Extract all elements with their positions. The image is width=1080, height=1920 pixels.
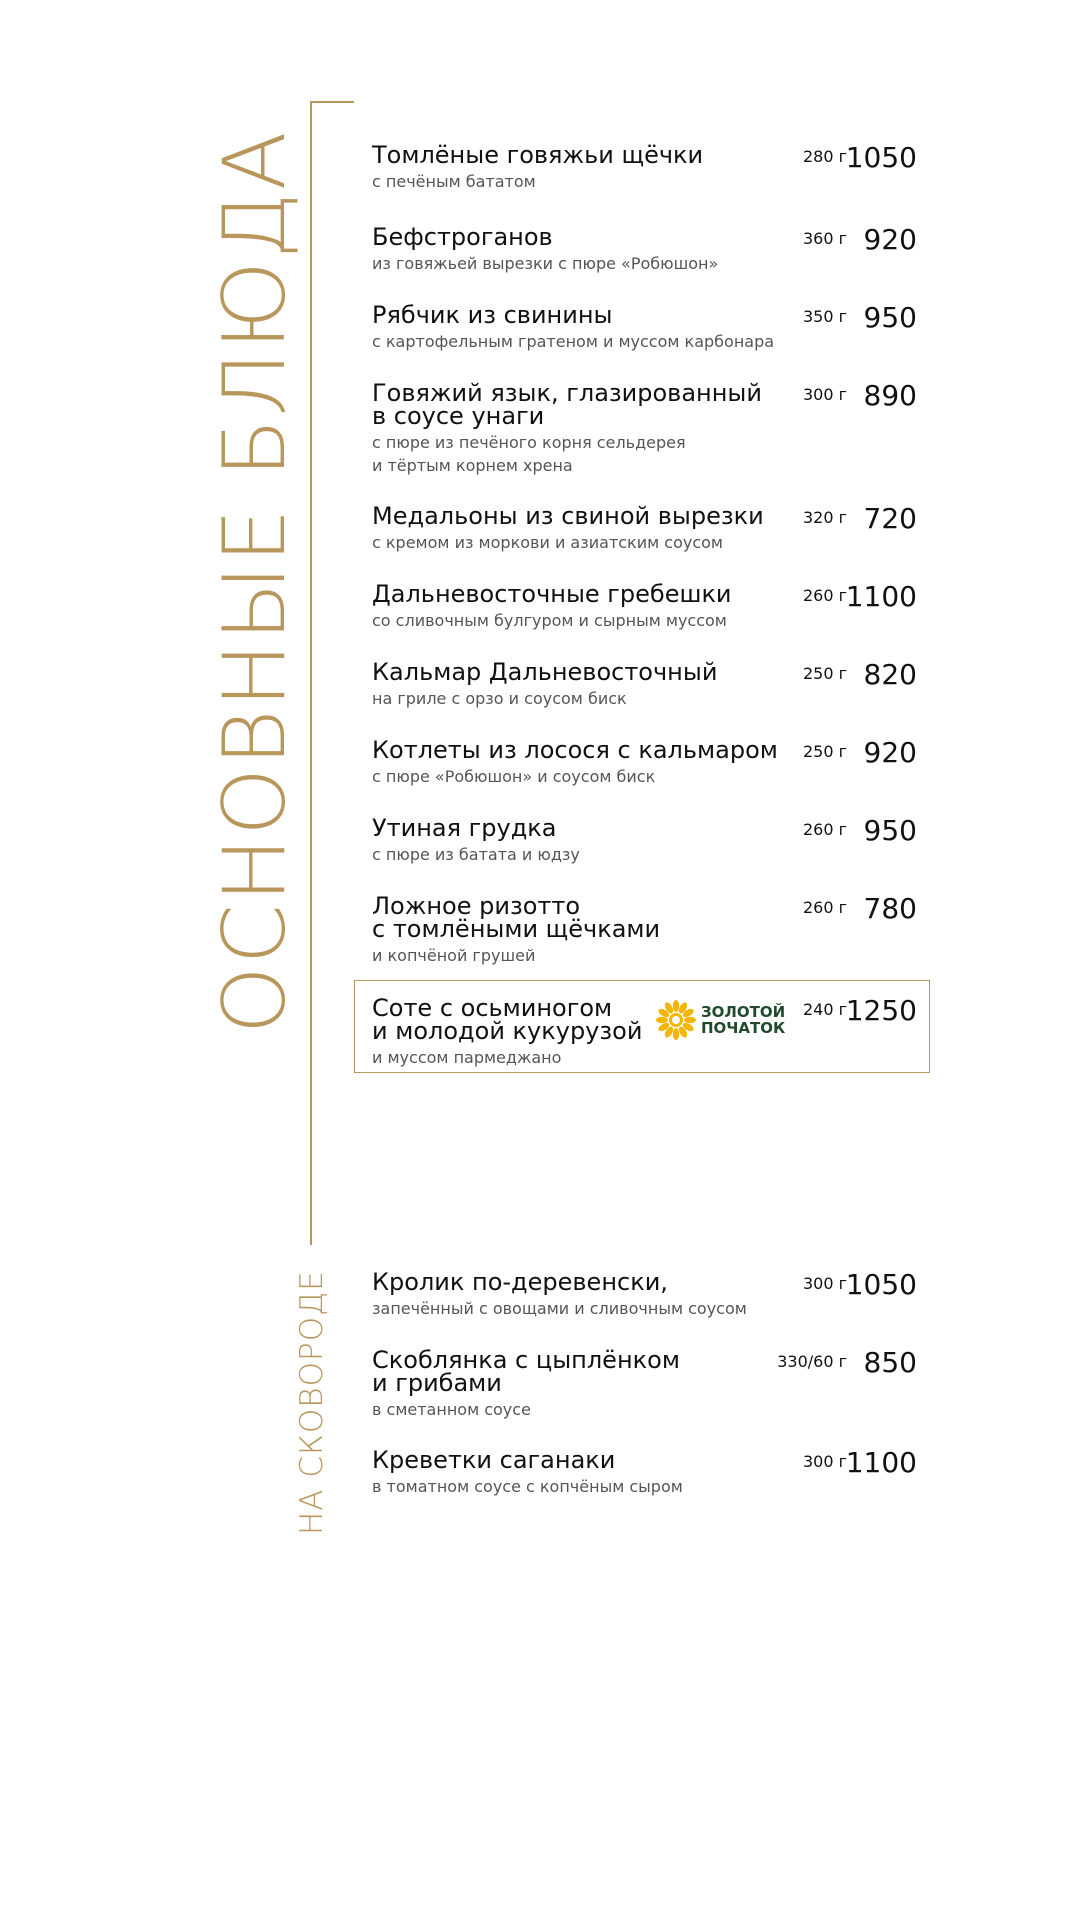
dish-description: с пюре из батата и юдзу [372,845,580,864]
dish-item [372,379,917,477]
dish-price: 890 [863,379,917,412]
dish-item [372,658,917,710]
dish-weight: 240 г [802,1000,847,1019]
dish-price: 720 [863,502,917,535]
dish-item [372,580,917,632]
dish-item [372,736,917,788]
dish-name: Томлёные говяжьи щёчки [372,141,704,169]
dish-name-line2: в соусе унаги [372,402,545,430]
dish-weight: 360 г [802,229,847,248]
dish-price: 1250 [845,994,917,1027]
dish-name: Котлеты из лосося с кальмаром [372,736,778,764]
sun-flower-icon [655,999,697,1041]
dish-item [372,1446,917,1498]
dish-description: и муссом пармеджано [372,1048,562,1067]
dish-description: с пюре из печёного корня сельдерея [372,433,686,452]
dish-description-line2: и тёртым корнем хрена [372,456,573,475]
featured-dish-item [372,994,917,1069]
dish-weight: 320 г [802,508,847,527]
dish-weight: 250 г [802,664,847,683]
dish-item [372,141,917,193]
top-rule [310,101,354,103]
subsection-title: НА СКОВОРОДЕ [294,1270,330,1535]
section-title: ОСНОВНЫЕ БЛЮДА [205,129,305,1034]
dish-item [372,502,917,554]
dish-price: 950 [863,301,917,334]
dish-name: Рябчик из свинины [372,301,613,329]
dish-name: Ложное ризотто [372,892,581,920]
dish-item [372,892,917,967]
dish-name: Говяжий язык, глазированный [372,379,762,407]
dish-weight: 280 г [802,147,847,166]
golden-corn-badge [655,999,785,1041]
vertical-rule [310,101,312,1245]
dish-name: Кальмар Дальневосточный [372,658,718,686]
dish-weight: 350 г [802,307,847,326]
dish-description: с печёным бататом [372,172,536,191]
dish-weight: 260 г [802,820,847,839]
dish-price: 1050 [845,1268,917,1301]
dish-description: с пюре «Робюшон» и соусом биск [372,767,656,786]
dish-item [372,223,917,275]
dish-item [372,301,917,353]
dish-price: 950 [863,814,917,847]
dish-weight: 300 г [802,385,847,404]
dish-item [372,1268,917,1320]
dish-weight: 260 г [802,586,847,605]
dish-price: 920 [863,736,917,769]
dish-name: Утиная грудка [372,814,557,842]
dish-weight: 250 г [802,742,847,761]
dish-name: Медальоны из свиной вырезки [372,502,764,530]
dish-description: с кремом из моркови и азиатским соусом [372,533,723,552]
dish-description: на гриле с орзо и соусом биск [372,689,627,708]
dish-name-line2: с томлёными щёчками [372,915,661,943]
dish-weight: 300 г [802,1274,847,1293]
dish-price: 1100 [845,580,917,613]
dish-name: Скоблянка с цыплёнком [372,1346,680,1374]
dish-price: 920 [863,223,917,256]
dish-item [372,814,917,866]
dish-name: Кролик по-деревенски, [372,1268,668,1296]
dish-name: Дальневосточные гребешки [372,580,732,608]
dish-item [372,1346,917,1421]
dish-price: 820 [863,658,917,691]
dish-description: запечённый с овощами и сливочным соусом [372,1299,747,1318]
dish-description: с картофельным гратеном и муссом карбонара [372,332,775,351]
dish-price: 850 [863,1346,917,1379]
dish-name-line2: и молодой кукурузой [372,1017,643,1045]
dish-price: 1050 [845,141,917,174]
dish-weight: 260 г [802,898,847,917]
dish-description: со сливочным булгуром и сырным муссом [372,611,727,630]
dish-name-line2: и грибами [372,1369,502,1397]
dish-price: 1100 [845,1446,917,1479]
dish-description: и копчёной грушей [372,946,536,965]
dish-description: в томатном соусе с копчёным сыром [372,1477,683,1496]
dish-name: Соте с осьминогом [372,994,613,1022]
dish-weight: 300 г [802,1452,847,1471]
dish-weight: 330/60 г [777,1352,847,1371]
dish-description: в сметанном соусе [372,1400,531,1419]
badge-label [701,1004,785,1036]
dish-name: Креветки саганаки [372,1446,616,1474]
badge-label-line1: ЗОЛОТОЙ [701,1003,786,1021]
dish-name: Бефстроганов [372,223,553,251]
dish-description: из говяжьей вырезки с пюре «Робюшон» [372,254,719,273]
dish-price: 780 [863,892,917,925]
badge-label-line2: ПОЧАТОК [701,1019,786,1037]
